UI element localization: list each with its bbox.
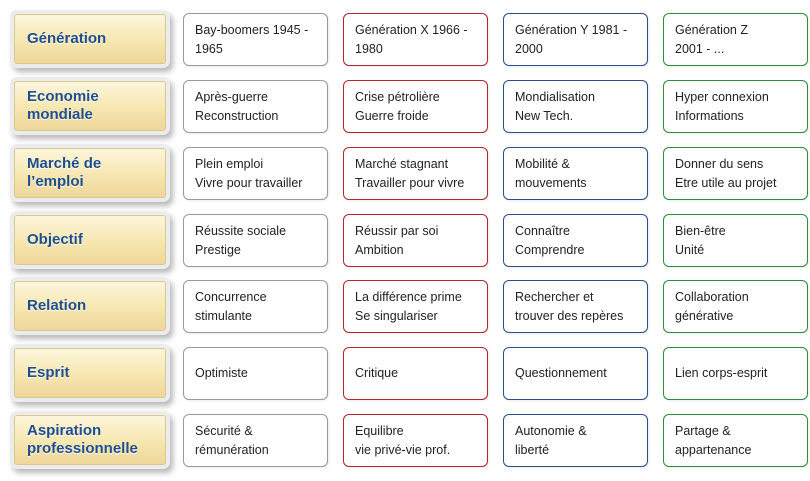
- row-label-line: mondiale: [27, 106, 93, 123]
- cell-text-line: Réussir par soi: [355, 223, 439, 238]
- cell-text-line: Réussite sociale: [195, 223, 287, 238]
- cell-col1: [183, 80, 328, 133]
- cell-text-line: Optimiste: [195, 366, 248, 380]
- cell-text-line: Rechercher et: [515, 289, 594, 304]
- row-label-line: Economie: [27, 88, 99, 105]
- cell-col4: [663, 214, 808, 267]
- cell-text-line: Autonomie &: [515, 423, 587, 438]
- row-label-line: Marché de: [27, 155, 102, 172]
- cell-col3: [503, 347, 648, 400]
- row-label: [14, 348, 166, 398]
- row-label-line: professionnelle: [27, 440, 138, 457]
- cell-text-line: Questionnement: [515, 366, 607, 380]
- cell-col1: [183, 147, 328, 200]
- cell-text-line: Après-guerre: [195, 89, 268, 104]
- row-label: [14, 281, 166, 331]
- cell-text-line: Unité: [675, 242, 705, 257]
- cell-text-line: Travailler pour vivre: [355, 175, 465, 190]
- row-label-line: Génération: [27, 30, 107, 47]
- cell-text-line: mouvements: [515, 175, 587, 190]
- cell-col2: [343, 80, 488, 133]
- cell-text-line: Crise pétrolière: [355, 89, 440, 104]
- row-label-line: Aspiration: [27, 422, 102, 439]
- cell-col3: [503, 214, 648, 267]
- row-label: [14, 148, 166, 198]
- row-label-line: Esprit: [27, 364, 70, 381]
- cell-text-line: Lien corps-esprit: [675, 366, 768, 380]
- cell-text-line: Collaboration: [675, 289, 749, 304]
- cell-col1: [183, 347, 328, 400]
- cell-col2: [343, 280, 488, 333]
- cell-col3: [503, 414, 648, 467]
- cell-text-line: Marché stagnant: [355, 156, 449, 171]
- cell-text-line: Prestige: [195, 242, 241, 257]
- cell-col4: [663, 80, 808, 133]
- cell-text-line: générative: [675, 308, 734, 323]
- cell-text-line: Mobilité &: [515, 156, 570, 171]
- row-label: [14, 415, 166, 465]
- cell-col2: [343, 414, 488, 467]
- cell-text-line: Informations: [675, 108, 744, 123]
- cell-text-line: Etre utile au projet: [675, 175, 777, 190]
- cell-text-line: La différence prime: [355, 289, 462, 304]
- cell-text-line: stimulante: [195, 308, 252, 323]
- row-label: [14, 81, 166, 131]
- cell-col1: [183, 414, 328, 467]
- row-label-line: Objectif: [27, 231, 83, 248]
- cell-col2: [343, 214, 488, 267]
- row-label: [14, 215, 166, 265]
- cell-text-line: trouver des repères: [515, 308, 624, 323]
- cell-col4: [663, 347, 808, 400]
- row-1: [0, 13, 810, 67]
- row-7: [0, 414, 810, 468]
- cell-col4: [663, 147, 808, 200]
- cell-text-line: Génération Y 1981 -: [515, 22, 628, 37]
- cell-col3: [503, 147, 648, 200]
- row-label-line: Relation: [27, 297, 87, 314]
- cell-col1: [183, 214, 328, 267]
- cell-col3: [503, 80, 648, 133]
- row-2: [0, 80, 810, 134]
- row-3: [0, 147, 810, 201]
- cell-text-line: vie privé-vie prof.: [355, 442, 451, 457]
- cell-text-line: Concurrence: [195, 289, 267, 304]
- cell-text-line: 1965: [195, 41, 223, 56]
- cell-text-line: rémunération: [195, 442, 269, 457]
- cell-text-line: Vivre pour travailler: [195, 175, 303, 190]
- row-label-line: l’emploi: [27, 173, 84, 190]
- cell-text-line: Mondialisation: [515, 89, 595, 104]
- cell-col4: [663, 280, 808, 333]
- cell-text-line: Reconstruction: [195, 108, 279, 123]
- row-5: [0, 280, 810, 334]
- cell-col1: [183, 13, 328, 66]
- cell-text-line: 2000: [515, 41, 543, 56]
- cell-text-line: New Tech.: [515, 108, 574, 123]
- cell-text-line: Hyper connexion: [675, 89, 769, 104]
- cell-col4: [663, 13, 808, 66]
- cell-col2: [343, 147, 488, 200]
- cell-col2: [343, 13, 488, 66]
- cell-text-line: Génération X 1966 -: [355, 22, 468, 37]
- cell-text-line: Sécurité &: [195, 423, 253, 438]
- cell-text-line: Plein emploi: [195, 156, 264, 171]
- cell-text-line: Critique: [355, 366, 399, 380]
- cell-col4: [663, 414, 808, 467]
- cell-text-line: Partage &: [675, 423, 731, 438]
- cell-text-line: Génération Z: [675, 22, 748, 37]
- row-6: [0, 347, 810, 401]
- cell-text-line: Bien-être: [675, 223, 726, 238]
- cell-col3: [503, 13, 648, 66]
- cell-col1: [183, 280, 328, 333]
- cell-text-line: Se singulariser: [355, 308, 438, 323]
- row-label: [14, 14, 166, 64]
- cell-text-line: Equilibre: [355, 423, 404, 438]
- row-4: [0, 214, 810, 268]
- cell-text-line: liberté: [515, 442, 550, 457]
- cell-col3: [503, 280, 648, 333]
- cell-text-line: 2001 - ...: [675, 41, 725, 56]
- cell-text-line: Bay-boomers 1945 -: [195, 22, 309, 37]
- cell-text-line: Guerre froide: [355, 108, 429, 123]
- cell-text-line: 1980: [355, 41, 383, 56]
- cell-text-line: Comprendre: [515, 242, 585, 257]
- cell-text-line: Connaître: [515, 223, 570, 238]
- cell-text-line: Ambition: [355, 242, 404, 257]
- cell-text-line: appartenance: [675, 442, 752, 457]
- cell-col2: [343, 347, 488, 400]
- cell-text-line: Donner du sens: [675, 156, 764, 171]
